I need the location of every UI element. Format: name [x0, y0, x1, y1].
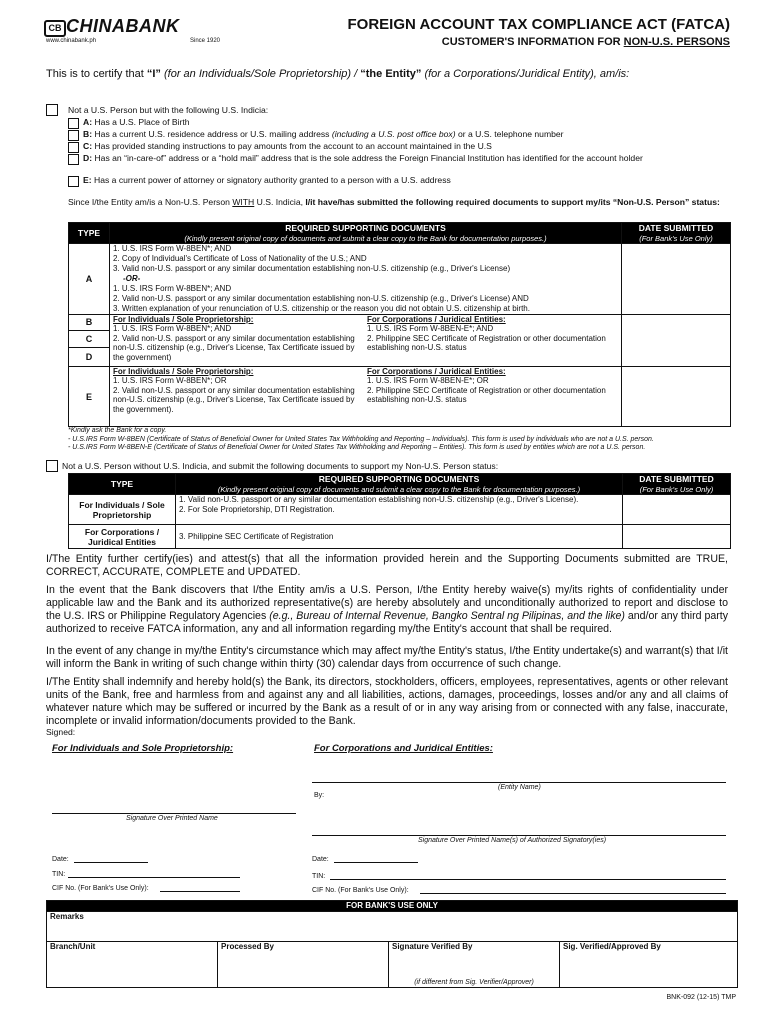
- logo-url: www.chinabank.ph: [46, 38, 97, 44]
- t1-col-type: TYPE: [69, 223, 110, 244]
- left-date-label: Date:: [52, 856, 69, 863]
- bank-use-title: FOR BANK'S USE ONLY: [47, 901, 738, 912]
- sig-left-heading: For Individuals and Sole Proprietorship:: [52, 743, 234, 754]
- indicia-d: D: Has an “in-care-of” address or a “hold mail” address that is the sole address the Foreign Financial Institution has identified for the account holder: [68, 153, 730, 175]
- footnote-2: - U.S.IRS Form W-8BEN (Certificate of Status of Beneficial Owner for United States Tax Withholding and Reporting – Individuals). This form is used by individuals who are not a U.S. person.: [68, 435, 654, 443]
- individual-signature-line[interactable]: [52, 813, 296, 814]
- t1-type-e: E: [69, 367, 110, 427]
- chinabank-logo-name: CHINABANK: [66, 16, 180, 36]
- footnote-3: - U.S.IRS Form W-8BEN-E (Certificate of Status of Beneficial Owner for United States Tax Withholding and Reporting – Entities). This form is used by entities which are not a U.S. person.: [68, 444, 646, 451]
- indicia-b: B: Has a current U.S. residence address or U.S. mailing address (including a U.S. post office box) or a U.S. telephone number: [68, 129, 730, 141]
- waiver-paragraph: In the event that the Bank discovers that I/the Entity am/is a U.S. Person, I/the Entity hereby waive(s) my/its rights of confidentiality under applicable law and the Bank and its authorized representative(s) are hereby absolutely and unconditionally authorized to report and disclose to the U.S. IRS or Philippine Regulatory Agencies (e.g., Bureau of Internal Revenue, Bangko Sentral ng Pilipinas, and the like) and/or any third party authorized to receive FATCA information, any and all information regarding my/the Entity's account that shall be required.: [46, 584, 728, 635]
- t2-type-individuals: For Individuals / Sole Proprietorship: [69, 495, 176, 525]
- t1-bcd-docs: For Individuals / Sole Proprietorship: 1. U.S. IRS Form W-8BEN*; AND 2. Valid non-U.S. passport or any similar documentation establishing non-U.S. citizenship (e.g., Driver's License, Tax Certificate issued by the government) For Corporations / Juridical Entities: 1. U.S. IRS Form W-8BEN-E*; AND 2. Philippine SEC Certificate of Registration or other documentation establishing non-U.S. status: [110, 315, 622, 367]
- page-title: FOREIGN ACCOUNT TAX COMPLIANCE ACT (FATCA): [347, 16, 730, 33]
- indicia-a: A: Has a U.S. Place of Birth: [68, 117, 730, 129]
- certification-paragraph: I/The Entity further certify(ies) and attest(s) that all the information provided herein and the Supporting Documents submitted are TRUE, CORRECT, ACCURATE, COMPLETE and UPDATED.: [46, 553, 728, 578]
- t1-col-docs: REQUIRED SUPPORTING DOCUMENTS (Kindly present original copy of documents and submit a clear copy to the Bank for documentation purposes.): [110, 223, 622, 244]
- authorized-signature-caption: Signature Over Printed Name(s) of Authorized Signatory(ies): [418, 837, 607, 844]
- table2: [68, 473, 731, 549]
- t1-e-docs: For Individuals / Sole Proprietorship: 1. U.S. IRS Form W-8BEN*; OR 2. Valid non-U.S. passport or any similar documentation establishing non-U.S. citizenship (e.g., Driver's License, Tax Certificate issued by the government). For Corporations / Juridical Entities: 1. U.S. IRS Form W-8BEN-E*; OR 2. Philippine SEC Certificate of Registration or other documentation establishing non-U.S. status: [110, 367, 622, 427]
- indicia-list: [68, 117, 730, 187]
- t1-e-date[interactable]: [622, 367, 731, 427]
- option1-label: Not a U.S. Person but with the following U.S. Indicia:: [68, 105, 269, 115]
- t2-individuals-docs: 1. Valid non-U.S. passport or any similar documentation establishing non-U.S. citizenship (e.g., Driver's License). 2. For Sole Proprietorship, DTI Registration.: [176, 495, 623, 525]
- indicia-b-checkbox[interactable]: [68, 130, 79, 141]
- change-paragraph: In the event of any change in my/the Entity's circumstance which may affect my/the Entity's status, I/the Entity undertake(s) and warrant(s) that I/it will inform the Bank in writing of such change within thirty (30) calendar days from occurrence of such change.: [46, 645, 728, 670]
- intro-text: This is to certify that “I” (for an Individuals/Sole Proprietorship) / “the Entity” (for a Corporations/Juridical Entity), am/is:: [46, 68, 630, 80]
- t2-col-type: TYPE: [69, 474, 176, 495]
- indicia-c: C: Has provided standing instructions to pay amounts from the account to an account maintained in the U.S: [68, 141, 730, 153]
- indicia-c-checkbox[interactable]: [68, 142, 79, 153]
- entity-name-line[interactable]: [312, 782, 726, 783]
- individual-signature-caption: Signature Over Printed Name: [126, 815, 218, 822]
- indicia-statement: Since I/the Entity am/is a Non-U.S. Person WITH U.S. Indicia, I/it have/has submitted the following required documents to support my/its “Non-U.S. Person” status:: [68, 197, 720, 207]
- left-tin-label: TIN:: [52, 871, 66, 878]
- processed-by-cell[interactable]: Processed By: [218, 942, 389, 988]
- table1: [68, 222, 731, 427]
- indicia-d-checkbox[interactable]: [68, 154, 79, 165]
- footnotes: [68, 427, 730, 453]
- t1-type-a: A: [69, 244, 110, 315]
- right-tin-line[interactable]: [330, 879, 726, 880]
- t2-individuals-date[interactable]: [623, 495, 731, 525]
- left-tin-line[interactable]: [68, 877, 240, 878]
- signed-label: Signed:: [46, 727, 76, 737]
- t1-type-bcd: B C D: [69, 315, 110, 367]
- approved-by-cell[interactable]: Sig. Verified/Approved By: [560, 942, 738, 988]
- indicia-e: E: Has a current power of attorney or signatory authority granted to a person with a U.S. address: [68, 175, 730, 187]
- signature-verified-note: (if different from Sig. Verifier/Approver): [414, 978, 534, 986]
- bank-use-table: [46, 900, 738, 988]
- t1-bcd-date[interactable]: [622, 315, 731, 367]
- chinabank-logo-mark: CB: [44, 20, 66, 37]
- indicia-a-checkbox[interactable]: [68, 118, 79, 129]
- t1-col-date: DATE SUBMITTED (For Bank's Use Only): [622, 223, 731, 244]
- entity-name-caption: (Entity Name): [498, 784, 541, 791]
- left-cif-label: CIF No. (For Bank's Use Only):: [52, 885, 149, 892]
- right-cif-line[interactable]: [420, 893, 726, 894]
- form-code: BNK-092 (12-15) TMP: [666, 994, 736, 1001]
- option1-checkbox[interactable]: [46, 104, 58, 116]
- t1-a-docs: 1. U.S. IRS Form W-8BEN*; AND 2. Copy of Individual's Certificate of Loss of Nationality of the U.S.; AND 3. Valid non-U.S. passport or any similar documentation establishing non-U.S. citizenship (e.g., Driver's License) -OR- 1. U.S. IRS Form W-8BEN*; AND 2. Valid non-U.S. passport or any similar documentation establishing non-U.S. citizenship (e.g., Driver's License) AND 3. Written explanation of your renunciation of U.S. citizenship or the reason you did not obtain U.S. citizenship at birth.: [110, 244, 622, 315]
- remarks-cell[interactable]: Remarks: [47, 912, 738, 942]
- right-tin-label: TIN:: [312, 873, 326, 880]
- t2-col-date: DATE SUBMITTED (For Bank's Use Only): [623, 474, 731, 495]
- left-date-line[interactable]: [74, 862, 148, 863]
- option2-label: Not a U.S. Person without U.S. Indicia, and submit the following documents to support my Non-U.S. Person status:: [62, 461, 499, 471]
- page-subtitle: CUSTOMER'S INFORMATION FOR NON-U.S. PERSONS: [441, 36, 730, 48]
- t2-corporations-date[interactable]: [623, 525, 731, 549]
- by-label: By:: [314, 792, 325, 799]
- branch-unit-cell[interactable]: Branch/Unit: [47, 942, 218, 988]
- right-date-line[interactable]: [334, 862, 418, 863]
- t2-corporations-docs: 3. Philippine SEC Certificate of Registration: [176, 525, 623, 549]
- option2-checkbox[interactable]: [46, 460, 58, 472]
- right-cif-label: CIF No. (For Bank's Use Only):: [312, 887, 409, 894]
- indemnity-paragraph: I/The Entity shall indemnify and hereby hold(s) the Bank, its directors, stockholders, officers, employees, representatives, agents or other relevant units of the Bank, free and harmless from and against any and all liabilities, actions, damages, proceedings, losses and/or any and all claims of whatever nature which may be suffered or incurred by the Bank as a result of or in any way arising from or connected with any false, inaccurate, incomplete or invalid information/documents provided to the Bank.: [46, 676, 728, 727]
- signature-verified-cell[interactable]: Signature Verified By (if different from Sig. Verifier/Approver): [389, 942, 560, 988]
- t2-col-docs: REQUIRED SUPPORTING DOCUMENTS (Kindly present original copy of documents and submit a clear copy to the Bank for documentation purposes.): [176, 474, 623, 495]
- right-date-label: Date:: [312, 856, 329, 863]
- left-cif-line[interactable]: [160, 891, 240, 892]
- logo-since: Since 1920: [190, 38, 221, 44]
- footnote-1: *Kindly ask the Bank for a copy.: [68, 427, 167, 434]
- t2-type-corporations: For Corporations / Juridical Entities: [69, 525, 176, 549]
- authorized-signature-line[interactable]: [312, 835, 726, 836]
- indicia-e-checkbox[interactable]: [68, 176, 79, 187]
- sig-right-heading: For Corporations and Juridical Entities:: [314, 743, 493, 754]
- t1-a-date[interactable]: [622, 244, 731, 315]
